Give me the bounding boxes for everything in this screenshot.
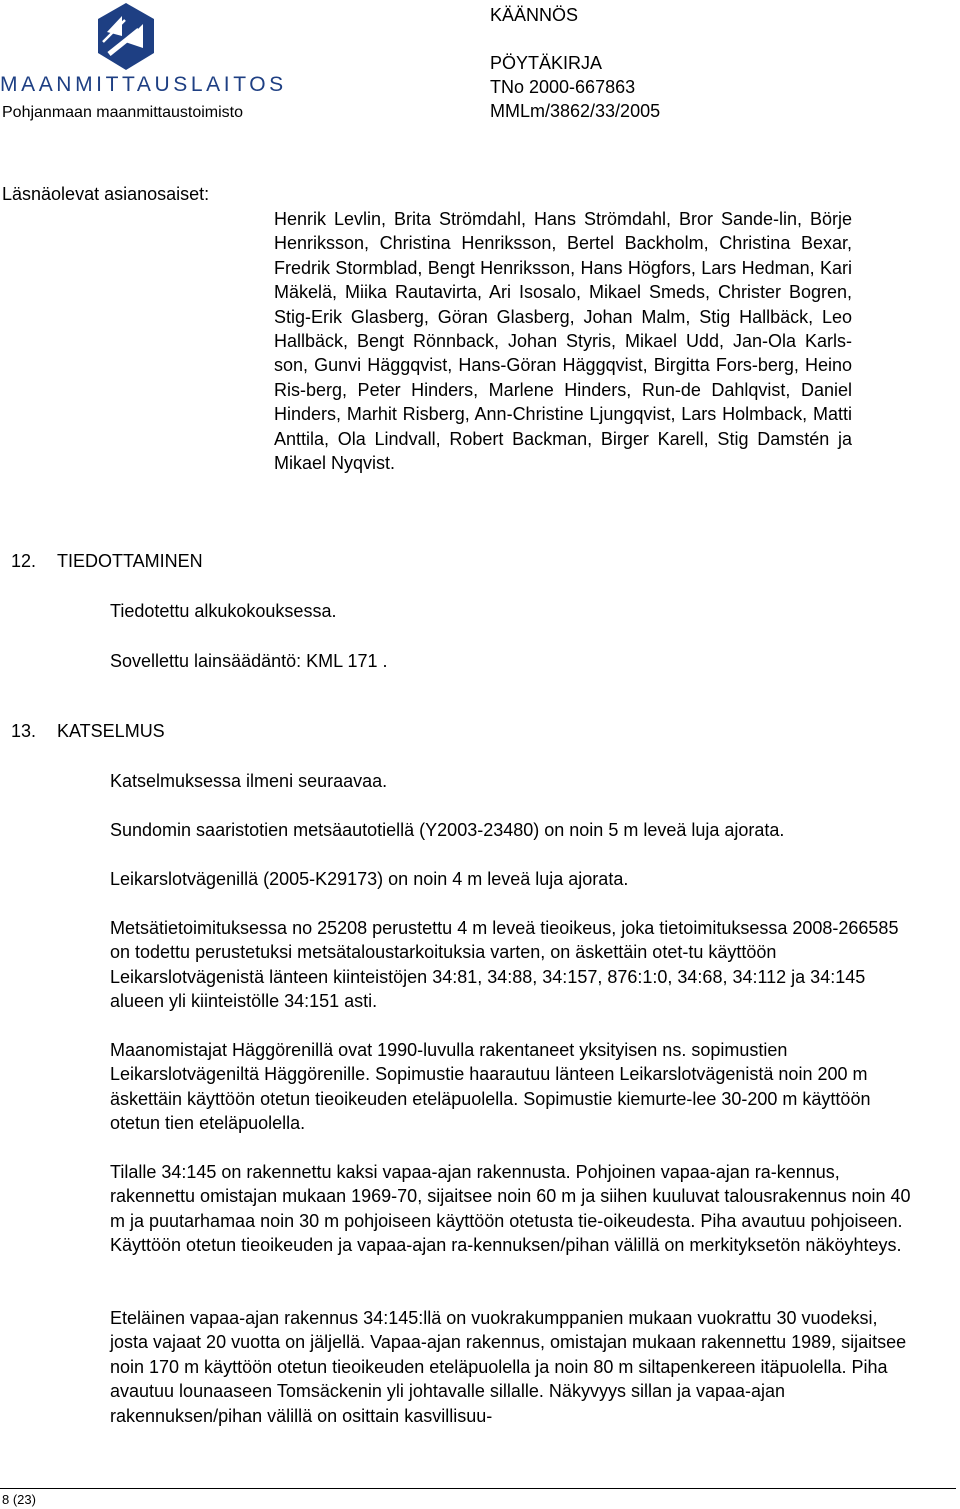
present-parties-list: Henrik Levlin, Brita Strömdahl, Hans Strömdahl, Bror Sande-lin, Börje Henriksson, Christina Henriksson, Bertel Backholm, Christina Bexar, Fredrik Stormblad, Bengt Henriksson, Hans Högfors, Lars Hedman, Kari Mäkelä, Miika Rautavirta, Ari Isosalo, Mikael Smeds, Christer Bogren, Stig-Erik Glasberg, Göran Glasberg, Johan Malm, Stig Hallbäck, Leo Hallbäck, Bengt Rönnback, Johan Styris, Mikael Udd, Jan-Ola Karls-son, Gunvi Häggqvist, Hans-Göran Häggqvist, Birgitta Fors-berg, Heino Ris-berg, Peter Hinders, Marlene Hinders, Run-de Dahlqvist, Daniel Hinders, Marhit Risberg, Ann-Christine Ljungqvist, Lars Holmback, Matti Anttila, Ola Lindvall, Robert Backman, Birger Karell, Stig Damstén ja Mikael Nyqvist. bbox=[274, 209, 852, 474]
paragraph: Sundomin saaristotien metsäautotiellä (Y2003-23480) on noin 5 m leveä luja ajorata. bbox=[110, 820, 785, 840]
tno-number: TNo 2000-667863 bbox=[490, 77, 636, 97]
paragraph: Tiedotettu alkukokouksessa. bbox=[110, 601, 337, 621]
translation-label: KÄÄNNÖS bbox=[490, 5, 579, 25]
maanmittauslaitos-logo-icon bbox=[95, 2, 157, 72]
paragraph: Leikarslotvägenillä (2005-K29173) on noin 4 m leveä luja ajorata. bbox=[110, 869, 629, 889]
document-type: PÖYTÄKIRJA bbox=[490, 53, 603, 73]
present-parties-label: Läsnäolevat asianosaiset: bbox=[2, 184, 210, 204]
paragraph: Metsätietoimituksessa no 25208 perustettu 4 m leveä tieoikeus, joka tietoimituksessa 2008-266585 on todettu perustetuksi metsätaloustarkoituksia varten, on äskettäin otet-tu käyttöön Leikarslotvägenistä länteen kiinteistöjen 34:81, 34:88, 34:157, 876:1:0, 34:68, 34:112 ja 34:145 alueen yli kiinteistölle 34:151 asti. bbox=[110, 918, 899, 1012]
paragraph: Eteläinen vapaa-ajan rakennus 34:145:llä on vuokrakumppanien mukaan vuokrattu 30 vuodeksi, josta vajaat 20 vuotta on jäljellä. Vapaa-ajan rakennus, omistajan mukaan rakennettu 1989, sijaitsee noin 170 m käyttöön otetun tieoikeuden eteläpuolella ja noin 80 m siltapenkereen itäpuolella. Piha avautuu lounaaseen Tomsäckenin yli johtavalle sillalle. Näkyvyys sillan ja vapaa-ajan rakennuksen/pihan välillä on osittain kasvillisuu- bbox=[110, 1308, 907, 1426]
section-title: TIEDOTTAMINEN bbox=[57, 551, 203, 571]
section-title: KATSELMUS bbox=[57, 721, 165, 741]
section-number: 13. bbox=[11, 721, 37, 741]
paragraph: Tilalle 34:145 on rakennettu kaksi vapaa-ajan rakennusta. Pohjoinen vapaa-ajan ra-kennus, rakennettu omistajan mukaan 1969-70, sijaitsee noin 60 m ja siihen kuuluvat talousrakennus noin 40 m ja puutarhamaa noin 30 m pohjoiseen käyttöön otetusta tie-oikeudesta. Piha avautuu pohjoiseen. Käyttöön otetun tieoikeuden ja vapaa-ajan ra-kennuksen/pihan välillä on merkityksetön näköyhteys. bbox=[110, 1162, 911, 1256]
paragraph: Sovellettu lainsäädäntö: KML 171 . bbox=[110, 651, 388, 671]
page-number: 8 (23) bbox=[2, 1492, 36, 1507]
section-number: 12. bbox=[11, 551, 37, 571]
section-12-heading bbox=[11, 551, 203, 572]
office-name: Pohjanmaan maanmittaustoimisto bbox=[2, 104, 244, 121]
paragraph: Katselmuksessa ilmeni seuraavaa. bbox=[110, 771, 388, 791]
footer-divider bbox=[0, 1488, 956, 1489]
paragraph: Maanomistajat Häggörenillä ovat 1990-luvulla rakentaneet yksityisen ns. sopimustien Leikarslotvägeniltä Häggörenille. Sopimustie haarautuu länteen Leikarslotvägenistä noin 200 m äskettäin käyttöön otetun tieoikeuden eteläpuolella. Sopimustie kiemurte-lee 30-200 m käyttöön otetun tien eteläpuolella. bbox=[110, 1040, 871, 1134]
organization-name: MAANMITTAUSLAITOS bbox=[0, 73, 287, 96]
mmlm-number: MMLm/3862/33/2005 bbox=[490, 101, 661, 121]
section-13-heading bbox=[11, 721, 165, 742]
